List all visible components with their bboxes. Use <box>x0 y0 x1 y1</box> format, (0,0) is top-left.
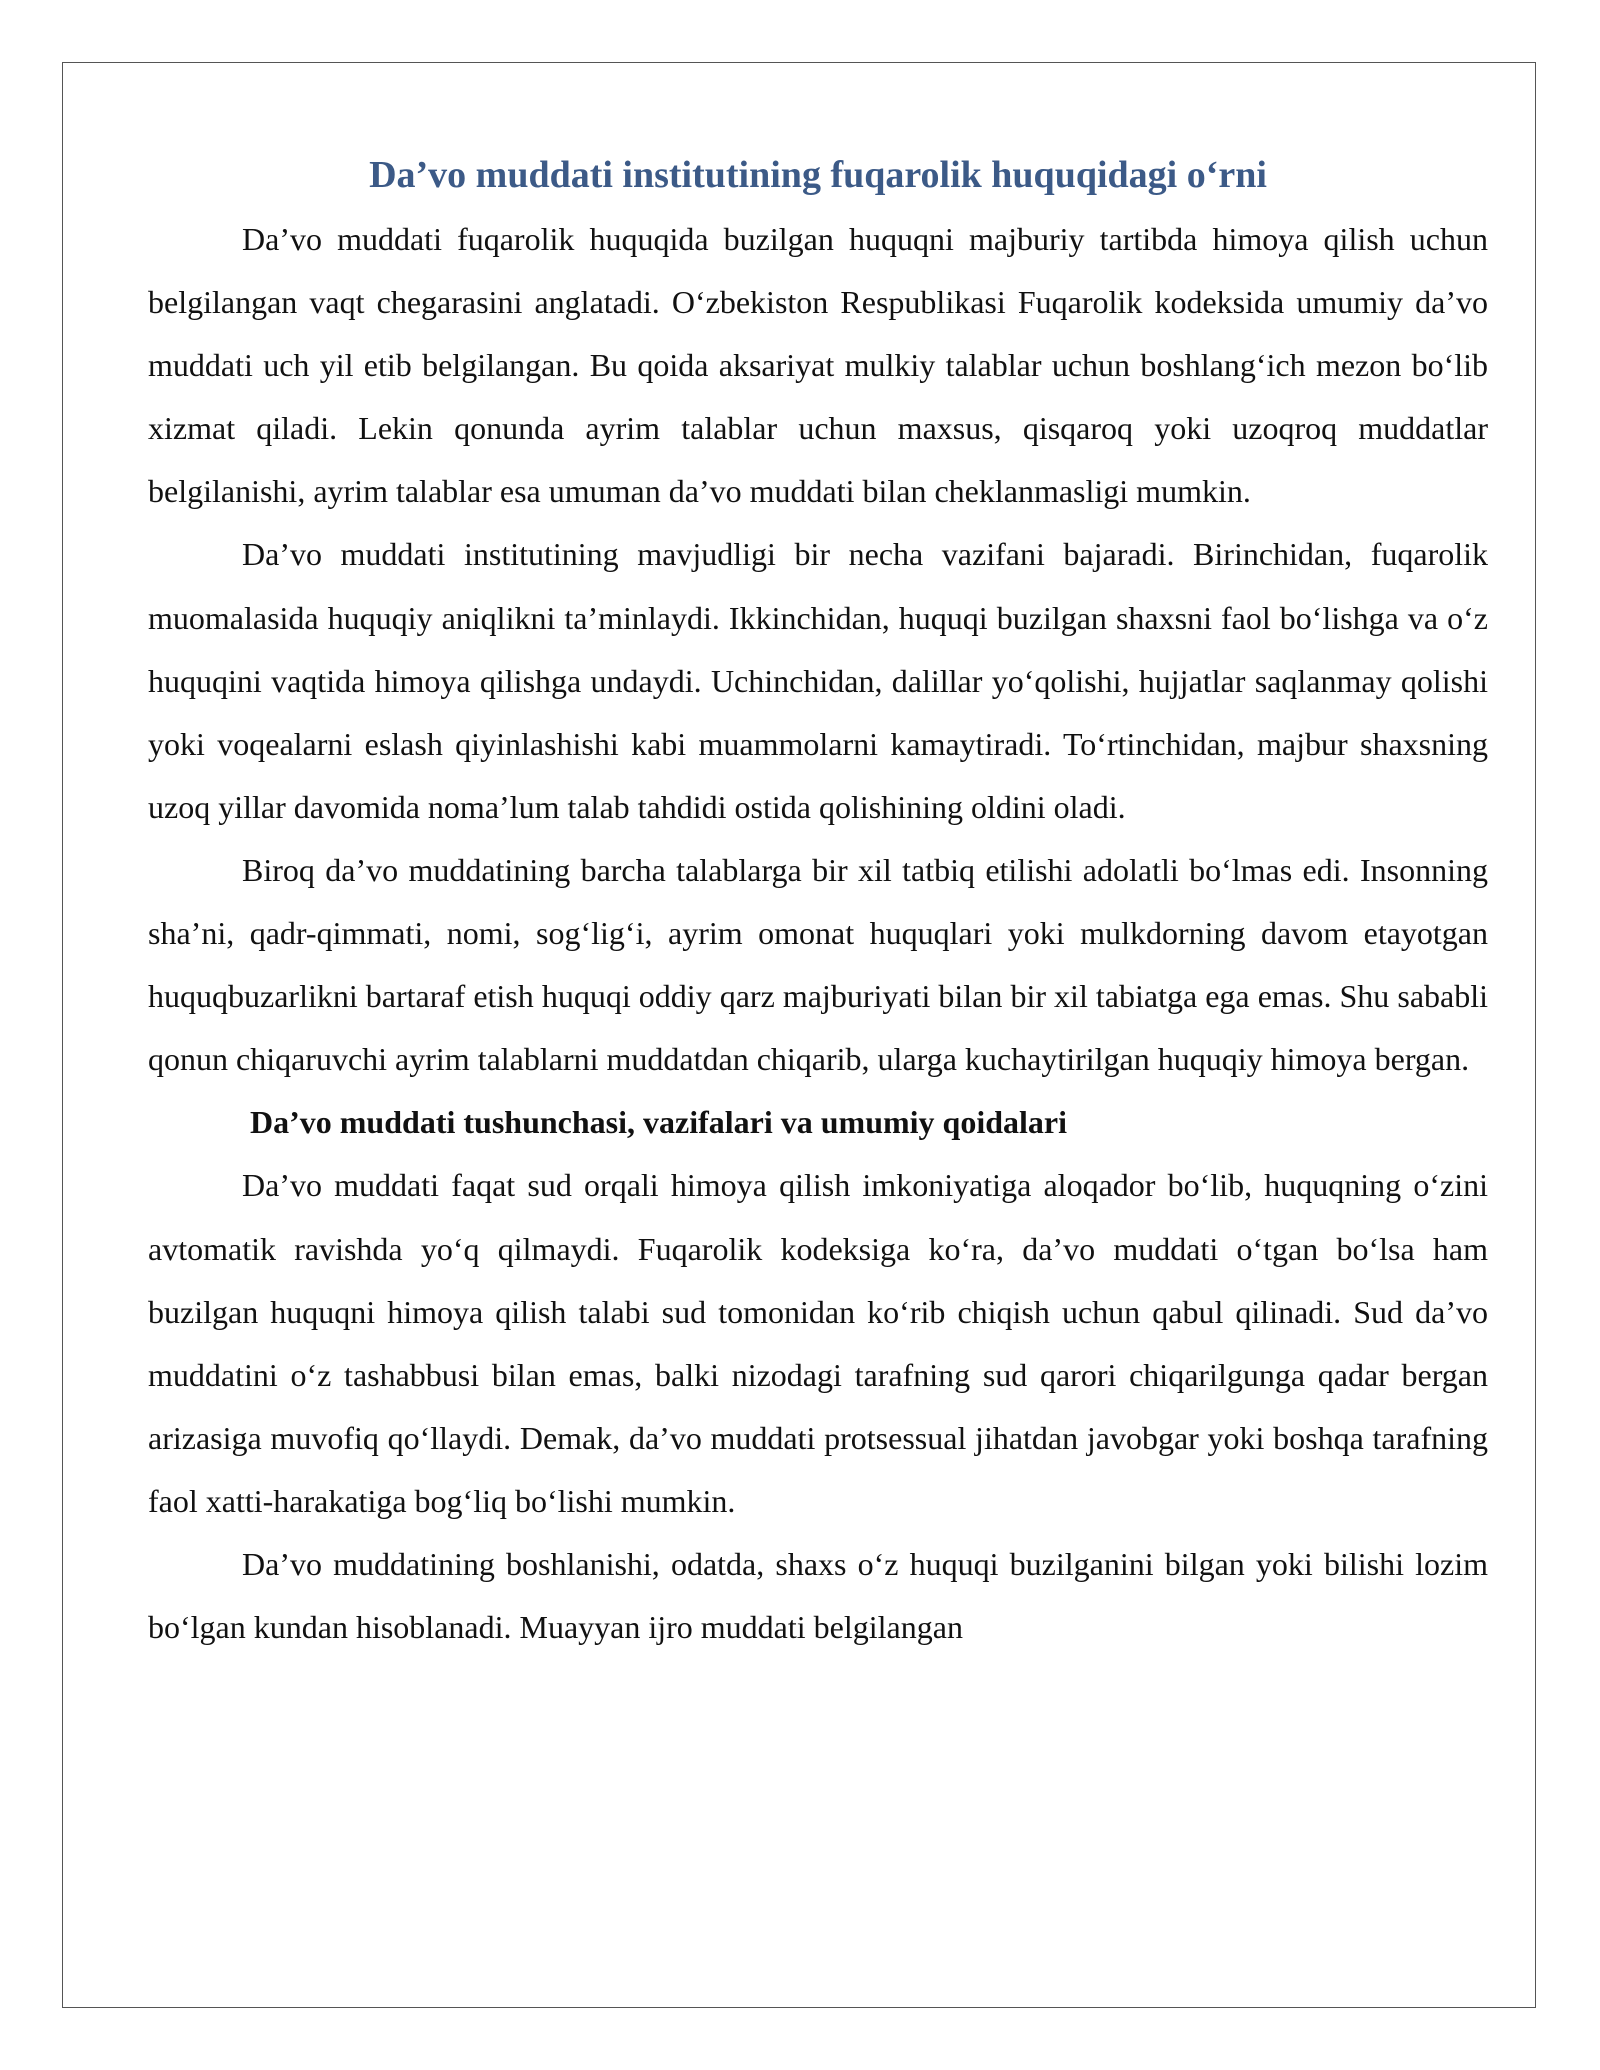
document-title: Da’vo muddati institutining fuqarolik huquqidagi o‘rni <box>369 154 1267 196</box>
section-subheading: Da’vo muddati tushunchasi, vazifalari va umumiy qoidalari <box>250 1104 1067 1141</box>
paragraph-4: Da’vo muddati faqat sud orqali himoya qilish imkoniyatiga aloqador bo‘lib, huquqning o‘zini avtomatik ravishda yo‘q qilmaydi. Fuqarolik kodeksiga ko‘ra, da’vo muddati o‘tgan bo‘lsa ham buzilgan huquqni himoya qilish talabi sud tomonidan ko‘rib chiqish uchun qabul qilinadi. Sud da’vo muddatini o‘z tashabbusi bilan emas, balki nizodagi tarafning sud qarori chiqarilgunga qadar bergan arizasiga muvofiq qo‘llaydi. Demak, da’vo muddati protsessual jihatdan javobgar yoki boshqa tarafning faol xatti-harakatiga bog‘liq bo‘lishi mumkin. <box>148 1167 1488 1519</box>
paragraph-3: Biroq da’vo muddatining barcha talablarga bir xil tatbiq etilishi adolatli bo‘lmas edi. Insonning sha’ni, qadr-qimmati, nomi, sog‘lig‘i, ayrim omonat huquqlari yoki mulkdorning davom etayotgan huquqbuzarlikni bartaraf etish huquqi oddiy qarz majburiyati bilan bir xil tabiatga ega emas. Shu sababli qonun chiqaruvchi ayrim talablarni muddatdan chiqarib, ularga kuchaytirilgan huquqiy himoya bergan. <box>148 851 1488 1078</box>
paragraph-5: Da’vo muddatining boshlanishi, odatda, shaxs o‘z huquqi buzilganini bilgan yoki bilishi lozim bo‘lgan kundan hisoblanadi. Muayyan ijro muddati belgilangan <box>148 1545 1488 1646</box>
document-body <box>148 146 1488 1659</box>
paragraph-2: Da’vo muddati institutining mavjudligi bir necha vazifani bajaradi. Birinchidan, fuqarolik muomalasida huquqiy aniqlikni ta’minlaydi. Ikkinchidan, huquqi buzilgan shaxsni faol bo‘lishga va o‘z huquqini vaqtida himoya qilishga undaydi. Uchinchidan, dalillar yo‘qolishi, hujjatlar saqlanmay qolishi yoki voqealarni eslash qiyinlashishi kabi muammolarni kamaytiradi. To‘rtinchidan, majbur shaxsning uzoq yillar davomida noma’lum talab tahdidi ostida qolishining oldini oladi. <box>148 536 1488 825</box>
paragraph-1: Da’vo muddati fuqarolik huquqida buzilgan huquqni majburiy tartibda himoya qilish uchun belgilangan vaqt chegarasini anglatadi. O‘zbekiston Respublikasi Fuqarolik kodeksida umumiy da’vo muddati uch yil etib belgilangan. Bu qoida aksariyat mulkiy talablar uchun boshlang‘ich mezon bo‘lib xizmat qiladi. Lekin qonunda ayrim talablar uchun maxsus, qisqaroq yoki uzoqroq muddatlar belgilanishi, ayrim talablar esa umuman da’vo muddati bilan cheklanmasligi mumkin. <box>148 221 1488 510</box>
